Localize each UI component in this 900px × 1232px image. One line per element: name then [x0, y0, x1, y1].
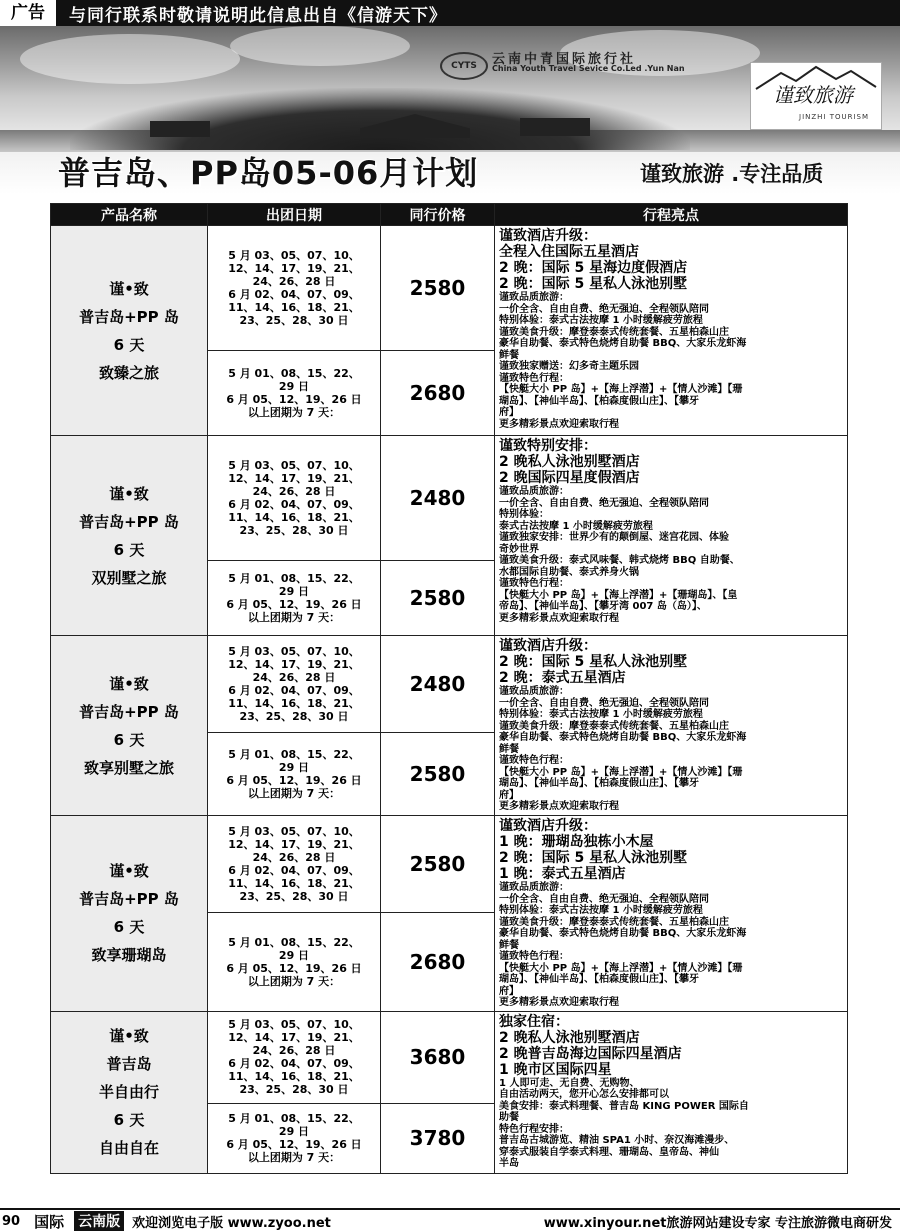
highlight-line: 更多精彩景点欢迎索取行程 [499, 997, 619, 1008]
highlight-line: 特色行程安排： [499, 1123, 569, 1135]
highlight-line: 奇妙世界 [499, 543, 539, 555]
highlight-line: 谨致特色行程： [499, 951, 569, 962]
edition-badge: 云南版 [74, 1211, 124, 1231]
date-line: 11、14、16、18、21、 [228, 876, 360, 890]
date-line: 6 月 02、04、07、09、 [228, 1057, 360, 1070]
product-name-line: 致享珊瑚岛 [91, 946, 167, 965]
hut-shape [150, 121, 210, 137]
price-cell: 3780 [381, 1103, 495, 1173]
highlight-line: 谨致品质旅游： [499, 882, 569, 893]
highlight-line: 【快艇大小 PP 岛】+【海上浮潜】+【情人沙滩】【珊 [499, 962, 743, 974]
product-name-cell [51, 1011, 208, 1173]
highlight-line: 更多精彩景点欢迎索取行程 [499, 418, 619, 430]
date-line: 29 日 [278, 585, 310, 598]
highlight-line: 谨致美食升级：摩登泰泰式传统套餐、五星柏森山庄 [499, 326, 729, 338]
highlight-line: 【快艇大小 PP 岛】+【海上浮潜】+【情人沙滩】【珊 [499, 384, 743, 395]
date-line: 5 月 03、05、07、10、 [228, 249, 360, 262]
product-name-line: 6 天 [113, 335, 145, 354]
hut-shape [520, 118, 590, 136]
product-name-line: 谨•致 [109, 279, 149, 298]
highlight-headline: 2 晚普吉岛海边国际四星酒店 [499, 1045, 682, 1062]
table-row [51, 816, 848, 913]
highlight-line: 府】 [499, 985, 519, 997]
company-name-cn: 云南中青国际旅行社 [492, 52, 637, 67]
highlight-line: 谨致独家安排：世界少有的颠倒屋、迷宫花园、体验 [499, 532, 729, 543]
date-line: 29 日 [278, 948, 310, 962]
date-line: 6 月 05、12、19、26 日 [226, 774, 362, 787]
source-notice: 与同行联系时敬请说明此信息出自《信游天下》 [69, 5, 447, 26]
product-name-cell [51, 436, 208, 636]
footer-left-link[interactable]: 欢迎浏览电子版 www.zyoo.net [132, 1215, 331, 1231]
date-line: 5 月 01、08、15、22、 [228, 572, 360, 585]
tour-plan-table [50, 203, 848, 1174]
footer-right-link[interactable]: www.xinyour.net旅游网站建设专家 专注旅游微电商研发 [543, 1215, 892, 1231]
product-name-line: 普吉岛+PP 岛 [79, 512, 179, 531]
highlight-line: 【快艇大小 PP 岛】+【海上浮潜】+【珊瑚岛】、【皇 [499, 589, 738, 601]
highlight-headline: 1 晚：泰式五星酒店 [499, 866, 626, 882]
product-name-line: 谨•致 [109, 862, 149, 881]
price-cell: 2580 [381, 226, 495, 351]
departure-dates-cell [208, 636, 381, 733]
departure-dates-cell [208, 351, 381, 436]
highlights-cell [495, 436, 848, 636]
date-line: 23、25、28、30 日 [239, 314, 349, 327]
highlight-line: 谨致品质旅游： [499, 686, 569, 697]
highlight-line: 泰式古法按摩 1 小时缓解疲劳旅程 [499, 520, 653, 532]
highlight-line: 半岛 [499, 1158, 519, 1169]
highlight-line: 瑚岛】、【神仙半岛】、【柏森度假山庄】、【攀牙 [499, 778, 699, 789]
product-name-line: 普吉岛+PP 岛 [79, 702, 179, 721]
highlight-line: 更多精彩景点欢迎索取行程 [499, 612, 619, 624]
price-cell: 2480 [381, 436, 495, 561]
date-line: 5 月 03、05、07、10、 [228, 459, 360, 472]
price-cell: 2480 [381, 636, 495, 733]
highlight-line: 【快艇大小 PP 岛】+【海上浮潜】+【情人沙滩】【珊 [499, 766, 743, 778]
date-line: 以上团期为 7 天： [247, 974, 341, 988]
highlight-headline: 谨致特别安排： [499, 438, 597, 454]
highlight-line: 府】 [499, 407, 519, 418]
date-line: 6 月 02、04、07、09、 [228, 684, 360, 697]
date-line: 29 日 [278, 380, 310, 393]
date-line: 24、26、28 日 [252, 850, 336, 864]
cyts-mark-icon: CYTS [440, 52, 488, 80]
highlights-cell [495, 1011, 848, 1173]
highlight-headline: 全程入住国际五星酒店 [499, 244, 639, 260]
price-cell: 2580 [381, 733, 495, 816]
highlight-line: 谨致美食升级：泰式风味餐、韩式烧烤 BBQ 自助餐、 [499, 555, 740, 566]
highlight-headline: 1 晚：珊瑚岛独栋小木屋 [499, 834, 654, 850]
page-title: 普吉岛、PP岛05-06月计划 [58, 154, 479, 192]
date-line: 11、14、16、18、21、 [228, 1070, 360, 1083]
date-line: 12、14、17、19、21、 [228, 262, 360, 275]
product-name-cell [51, 226, 208, 436]
highlight-line: 谨致特色行程： [499, 578, 569, 589]
highlight-line: 鲜餐 [499, 349, 519, 361]
top-ad-bar [0, 0, 900, 26]
table-row [51, 1011, 848, 1103]
date-line: 24、26、28 日 [252, 485, 336, 498]
date-line: 24、26、28 日 [252, 671, 336, 684]
ad-label: 广告 [0, 0, 59, 26]
date-line: 6 月 05、12、19、26 日 [226, 1138, 362, 1151]
date-line: 6 月 02、04、07、09、 [228, 863, 360, 877]
product-name-line: 谨•致 [109, 484, 149, 503]
date-line: 5 月 03、05、07、10、 [228, 645, 360, 658]
col-header-price: 同行价格 [381, 204, 495, 226]
jinzhi-logo [750, 62, 882, 130]
highlight-line: 一价全含、自由自费、绝无强迫、全程领队陪同 [499, 303, 709, 315]
departure-dates-cell [208, 226, 381, 351]
date-line: 29 日 [278, 761, 310, 774]
departure-dates-cell [208, 912, 381, 1011]
highlight-line: 鲜餐 [499, 743, 519, 755]
brand-name-cn: 谨致旅游 [773, 83, 853, 107]
price-cell: 2580 [381, 816, 495, 913]
date-line: 6 月 05、12、19、26 日 [226, 393, 362, 406]
highlight-line: 一价全含、自由自费、绝无强迫、全程领队陪同 [499, 497, 709, 509]
date-line: 11、14、16、18、21、 [228, 697, 360, 710]
product-name-line: 谨•致 [109, 674, 149, 693]
date-line: 5 月 01、08、15、22、 [228, 935, 360, 949]
col-header-product: 产品名称 [51, 204, 208, 226]
product-name-cell [51, 636, 208, 816]
highlight-line: 谨致美食升级：摩登泰泰式传统套餐、五星柏森山庄 [499, 720, 729, 732]
cloud-shape [230, 26, 410, 66]
highlights-cell [495, 816, 848, 1012]
product-name-line: 致臻之旅 [98, 363, 159, 382]
highlight-headline: 谨致酒店升级： [499, 818, 597, 834]
highlight-line: 府】 [499, 789, 519, 801]
date-line: 5 月 01、08、15、22、 [228, 367, 360, 380]
date-line: 23、25、28、30 日 [239, 710, 349, 723]
highlight-line: 特别体验： [499, 509, 549, 520]
product-name-line: 6 天 [113, 1111, 145, 1129]
product-name-line: 致享别墅之旅 [83, 758, 174, 777]
highlight-headline: 1 晚市区国际四星 [499, 1061, 612, 1078]
highlight-line: 鲜餐 [499, 939, 519, 951]
highlight-line: 谨致独家赠送：幻多奇主题乐园 [499, 361, 639, 372]
island-silhouette [70, 88, 690, 150]
highlight-headline: 2 晚：国际 5 星私人泳池别墅 [499, 276, 688, 292]
departure-dates-cell [208, 733, 381, 816]
highlight-line: 一价全含、自由自费、绝无强迫、全程领队陪同 [499, 893, 709, 905]
highlight-headline: 2 晚：国际 5 星海边度假酒店 [499, 260, 688, 276]
highlight-line: 自由活动两天，您开心怎么安排都可以 [499, 1089, 669, 1100]
highlight-line: 特别体验：泰式古法按摩 1 小时缓解疲劳旅程 [499, 709, 703, 720]
date-line: 23、25、28、30 日 [239, 524, 349, 537]
highlight-line: 豪华自助餐、泰式特色烧烤自助餐 BBQ、大家乐龙虾海 [499, 338, 747, 349]
highlight-headline: 谨致酒店升级： [499, 638, 597, 654]
highlight-line: 谨致特色行程： [499, 372, 569, 384]
highlights-cell [495, 226, 848, 436]
highlight-line: 助餐 [499, 1112, 519, 1123]
table-header-row [51, 204, 848, 226]
cloud-shape [20, 34, 240, 84]
product-name-line: 普吉岛+PP 岛 [79, 307, 179, 326]
product-name-line: 6 天 [113, 540, 145, 559]
page-footer [0, 1208, 900, 1232]
highlights-cell [495, 636, 848, 816]
highlight-line: 瑚岛】、【神仙半岛】、【柏森度假山庄】、【攀牙 [499, 974, 699, 985]
date-line: 23、25、28、30 日 [239, 1083, 349, 1096]
product-name-line: 6 天 [113, 918, 145, 937]
highlight-line: 谨致品质旅游： [499, 292, 569, 303]
product-name-line: 自由自在 [98, 1139, 159, 1157]
date-line: 11、14、16、18、21、 [228, 511, 360, 524]
brand-name-en: JINZHI TOURISM [799, 113, 870, 121]
page-number: 90 [2, 1213, 21, 1229]
date-line: 6 月 05、12、19、26 日 [226, 598, 362, 611]
departure-dates-cell [208, 816, 381, 913]
highlight-line: 穿泰式服装自学泰式料理、珊瑚岛、皇帝岛、神仙 [499, 1146, 719, 1158]
product-name-line: 普吉岛 [106, 1055, 152, 1073]
highlight-headline: 2 晚：国际 5 星私人泳池别墅 [499, 654, 688, 670]
date-line: 12、14、17、19、21、 [228, 837, 360, 851]
highlight-line: 帝岛】、【神仙半岛】、【攀牙湾 007 岛（岛）】、 [499, 601, 707, 612]
date-line: 6 月 02、04、07、09、 [228, 288, 360, 301]
departure-dates-cell [208, 436, 381, 561]
date-line: 11、14、16、18、21、 [228, 301, 360, 314]
highlight-headline: 2 晚：国际 5 星私人泳池别墅 [499, 850, 688, 866]
date-line: 12、14、17、19、21、 [228, 658, 360, 671]
col-header-highlights: 行程亮点 [495, 204, 848, 226]
departure-dates-cell [208, 1011, 381, 1103]
slogan: 谨致旅游 .专注品质 [640, 162, 824, 186]
departure-dates-cell [208, 561, 381, 636]
date-line: 5 月 03、05、07、10、 [228, 1018, 360, 1031]
date-line: 24、26、28 日 [252, 275, 336, 288]
highlight-line: 普吉岛古城游览、精油 SPA1 小时、奈汉海滩漫步、 [499, 1135, 735, 1146]
highlight-line: 瑚岛】、【神仙半岛】、【柏森度假山庄】、【攀牙 [499, 395, 699, 407]
date-line: 以上团期为 7 天： [247, 787, 341, 800]
highlight-headline: 2 晚私人泳池别墅酒店 [499, 1029, 640, 1046]
table-row [51, 226, 848, 351]
date-line: 29 日 [278, 1125, 310, 1138]
highlight-line: 豪华自助餐、泰式特色烧烤自助餐 BBQ、大家乐龙虾海 [499, 928, 747, 939]
product-name-cell [51, 816, 208, 1012]
price-cell: 2680 [381, 912, 495, 1011]
highlight-line: 更多精彩景点欢迎索取行程 [499, 801, 619, 812]
highlight-headline: 2 晚国际四星度假酒店 [499, 470, 640, 486]
product-name-line: 普吉岛+PP 岛 [79, 890, 179, 909]
highlight-line: 1 人即可走、无自费、无购物、 [499, 1077, 640, 1089]
price-cell: 3680 [381, 1011, 495, 1103]
product-name-line: 双别墅之旅 [91, 568, 167, 587]
highlight-headline: 2 晚：泰式五星酒店 [499, 670, 626, 686]
departure-dates-cell [208, 1103, 381, 1173]
highlight-line: 特别体验：泰式古法按摩 1 小时缓解疲劳旅程 [499, 905, 703, 916]
highlight-line: 谨致特色行程： [499, 755, 569, 766]
date-line: 6 月 02、04、07、09、 [228, 498, 360, 511]
date-line: 以上团期为 7 天： [247, 611, 341, 624]
date-line: 24、26、28 日 [252, 1044, 336, 1057]
table-row [51, 636, 848, 733]
date-line: 以上团期为 7 天： [247, 1151, 341, 1164]
highlight-line: 谨致美食升级：摩登泰泰式传统套餐、五星柏森山庄 [499, 916, 729, 928]
date-line: 以上团期为 7 天： [247, 406, 341, 419]
highlight-line: 谨致品质旅游： [499, 486, 569, 497]
table-row [51, 436, 848, 561]
highlight-line: 水都国际自助餐、泰式养身火锅 [499, 566, 639, 578]
col-header-dates: 出团日期 [208, 204, 381, 226]
highlight-line: 一价全含、自由自费、绝无强迫、全程领队陪同 [499, 697, 709, 709]
table-body [51, 226, 848, 1174]
highlight-line: 特别体验：泰式古法按摩 1 小时缓解疲劳旅程 [499, 315, 703, 326]
section-name: 国际 [34, 1212, 65, 1231]
date-line: 5 月 01、08、15、22、 [228, 748, 360, 761]
price-cell: 2680 [381, 351, 495, 436]
date-line: 12、14、17、19、21、 [228, 1031, 360, 1044]
product-name-line: 半自由行 [98, 1083, 159, 1101]
date-line: 23、25、28、30 日 [239, 889, 349, 903]
cyts-logo [440, 48, 740, 82]
date-line: 5 月 01、08、15、22、 [228, 1112, 360, 1125]
company-name-en: China Youth Travel Sevice Co.Led .Yun Nan [492, 64, 685, 73]
highlight-line: 美食安排：泰式料理餐、普吉岛 KING POWER 国际自 [499, 1100, 749, 1112]
date-line: 12、14、17、19、21、 [228, 472, 360, 485]
highlight-headline: 独家住宿： [499, 1013, 569, 1030]
product-name-line: 6 天 [113, 730, 145, 749]
date-line: 6 月 05、12、19、26 日 [226, 961, 362, 975]
date-line: 5 月 03、05、07、10、 [228, 824, 360, 838]
highlight-headline: 谨致酒店升级： [499, 228, 597, 244]
price-cell: 2580 [381, 561, 495, 636]
highlight-headline: 2 晚私人泳池别墅酒店 [499, 454, 640, 470]
highlight-line: 豪华自助餐、泰式特色烧烤自助餐 BBQ、大家乐龙虾海 [499, 732, 747, 743]
product-name-line: 谨•致 [109, 1027, 149, 1045]
